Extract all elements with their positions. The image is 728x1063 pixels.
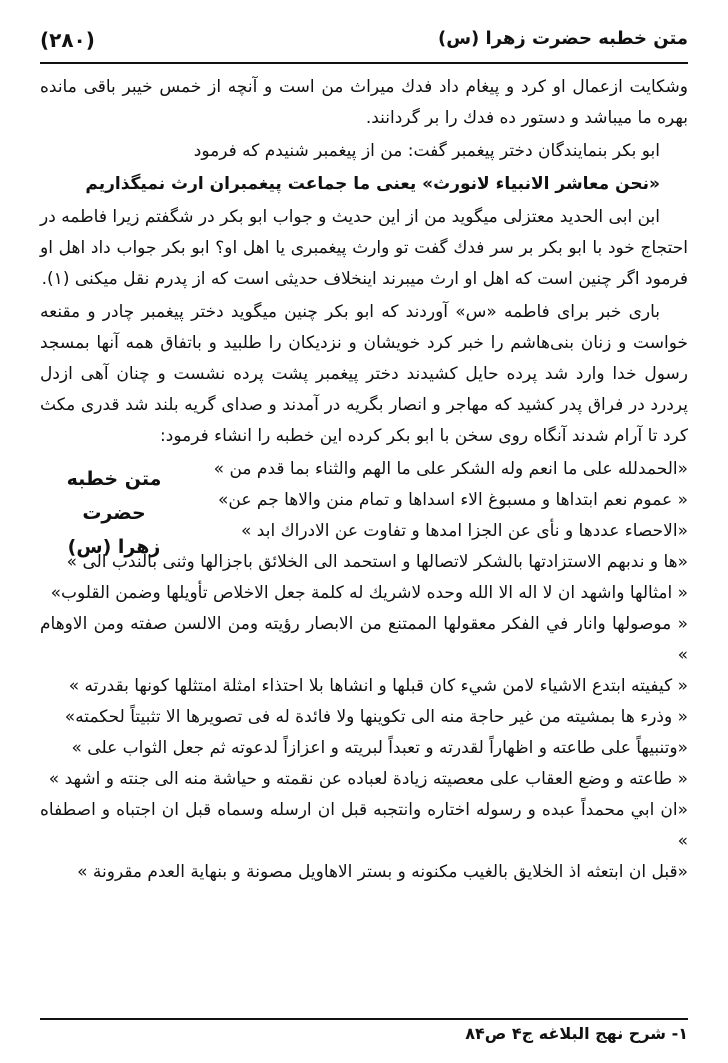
sermon-line: « موصولها وانار في الفكر معقولها الممتنع من الابصار رؤيته ومن الالسن صفته ومن الاوهام » [40,614,688,665]
paragraph: ابن ابی الحدید معتزلی میگوید من از این حدیث و جواب ابو بکر در شگفتم زیرا فاطمه در احتجاج خود با ابو بکر بر سر فدك گفت تو وارث پیغمبری یا اهل او؟ ابو بکر جواب داد اهل او فرمود اگر چنین است که اهل او ارث میبرند اینخلاف حدیثی است که از پدرم نقل میکنی (۱). [40,207,688,289]
sermon-line: «قبل ان ابتعثه اذ الخلايق بالغيب مكنونه و بستر الاهاويل مصونة و بنهاية العدم مقرونة » [77,862,688,882]
sermon-line: «ان ابي محمداً عبده و رسوله اختاره وانتجبه قبل ان ارسله وسماه قبل ان اجتباه و اصطفاه » [40,800,688,851]
sermon-side-title [40,462,188,564]
paragraph: باری خبر برای فاطمه «س» آوردند که ابو بکر چنین میگوید دختر پیغمبر چادر و مقنعه خواست و زنان بنی‌هاشم را خبر کرد خویشان و نزدیکان را طلبید و باتفاق همه آنها بمسجد رسول خدا وارد شد پرده حایل کشیدند دختر پیغمبر پشت پرده نشست و چنان آهی ازدل پردرد در فراق پدر کشید که مهاجر و انصار بگریه در آمدند و صدای گریه بلند شد قدری مکث کرد تا آرام شدند آنگاه روی سخن با ابو بکر کرده این خطبه را انشاء فرمود: [40,302,688,446]
sermon-line: «الاحصاء عددها و نأى عن الجزا امدها و تفاوت عن الادراك ابد » [241,521,688,541]
sermon-line: « طاعته و وضع العقاب على معصيته زيادة لعباده عن نقمته و حياشة منه الى جنته و اشهد » [48,769,688,789]
sermon-section [40,454,688,888]
body-text [40,72,688,888]
sermon-side-title-line: متن خطبه حضرت [66,468,162,524]
page-number: (۲۸۰) [40,28,95,52]
sermon-line: « امثالها واشهد ان لا اله الا الله وحده لاشريك له كلمة جعل الاخلاص تأويلها وضمن القلوب» [50,583,688,603]
footnote-divider [40,1018,688,1020]
sermon-line: « كيفيته ابتدع الاشياء لامن شيء كان قبلها و انشاها بلا احتذاء امثلة امتثلها كونها بقدرته » [68,676,688,696]
paragraph: ابو بکر بنمایندگان دختر پیغمبر گفت: من از پیغمبر شنیدم که فرمود [193,141,660,161]
paragraph: وشکایت ازعمال او کرد و پیغام داد فدك میراث من است و آنچه از خمس خیبر باقی مانده بهره ما میباشد و دستور ده فدك را بر گردانند. [40,77,688,128]
hadith-quote: «نحن معاشر الانبياء لانورث» یعنی ما جماعت پیغمبران ارث نمیگذاریم [85,174,660,194]
sermon-line: «الحمدلله على ما انعم وله الشكر على ما الهم والثناء بما قدم من » [213,459,688,479]
sermon-side-title-line: زهرا (س) [67,536,161,558]
running-title: متن خطبه حضرت زهرا (س) [437,28,688,49]
sermon-line: «وتنبيهاً على طاعته و اظهاراً لقدرته و تعبداً لبريته و اعزازاً لدعوته ثم جعل الثواب على » [71,738,688,758]
sermon-line: «ها و ندبهم الاستزادتها بالشكر لاتصالها و استحمد الى الخلائق باجزالها وثنى بالندب الى » [66,552,688,572]
page-header [40,22,688,64]
sermon-line: « عموم نعم ابتداها و مسبوغ الاء اسداها و تمام منن والاها جم عن» [218,490,688,510]
footnote: ۱- شرح نهج البلاغه ج۴ ص۸۴ [465,1024,688,1043]
sermon-line: « وذرء ها بمشيته من غير حاجة منه الى تكوينها ولا فائدة له فى تصويرها الا تثبيتاً لحكمته» [64,707,688,727]
